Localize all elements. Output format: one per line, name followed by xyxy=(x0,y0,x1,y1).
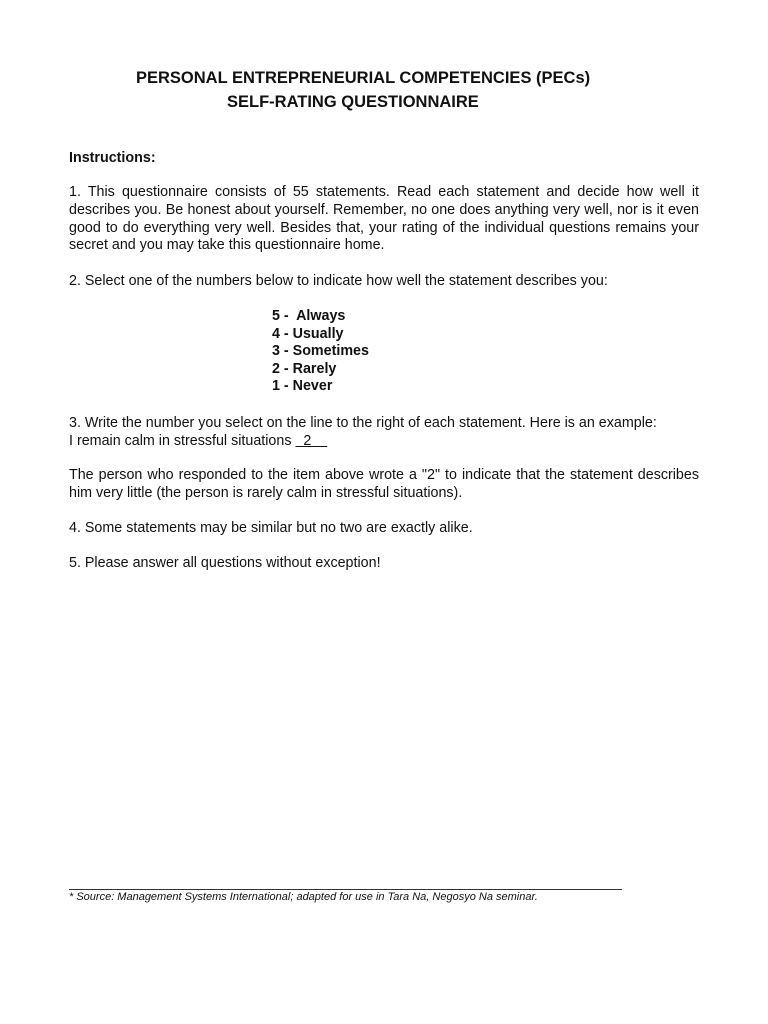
example-answer-line: 2 xyxy=(295,432,328,449)
example-statement xyxy=(69,433,699,451)
instructions-heading: Instructions: xyxy=(69,150,156,166)
rating-scale-item: 2 - Rarely xyxy=(272,360,337,377)
document-title-line-1: PERSONAL ENTREPRENEURIAL COMPETENCIES (PECs) xyxy=(136,69,591,87)
footnote-source: * Source: Management Systems International; adapted for use in Tara Na, Negosyo Na seminar. xyxy=(69,891,538,903)
instruction-paragraph-3-line: 3. Write the number you select on the line to the right of each statement. Here is an example: xyxy=(69,415,657,431)
document-title-line-2: SELF-RATING QUESTIONNAIRE xyxy=(227,93,479,111)
instruction-paragraph-2: 2. Select one of the numbers below to indicate how well the statement describes you: xyxy=(69,273,608,289)
instruction-paragraph-1: 1. This questionnaire consists of 55 statements. Read each statement and decide how well it describes you. Be honest about yourself. Remember, no one does anything very well, nor is it even good to do everything very well. Besides that, your rating of the individual questions remains your secret and you may take this questionnaire home. xyxy=(69,184,699,254)
rating-scale-item: 3 - Sometimes xyxy=(272,343,369,360)
example-explanation-paragraph: The person who responded to the item above wrote a "2" to indicate that the statement describes him very little (the person is rarely calm in stressful situations). xyxy=(69,467,699,501)
rating-scale-item: 4 - Usually xyxy=(272,325,344,342)
instruction-paragraph-4: 4. Some statements may be similar but no two are exactly alike. xyxy=(69,520,473,536)
example-statement-text: I remain calm in stressful situations xyxy=(69,432,292,449)
footnote-divider xyxy=(69,889,622,890)
rating-scale-item: 5 - Always xyxy=(272,308,346,324)
rating-scale-item: 1 - Never xyxy=(272,378,333,395)
instruction-paragraph-3 xyxy=(69,415,699,451)
instruction-paragraph-5: 5. Please answer all questions without exception! xyxy=(69,555,381,571)
rating-scale-list xyxy=(272,308,369,396)
